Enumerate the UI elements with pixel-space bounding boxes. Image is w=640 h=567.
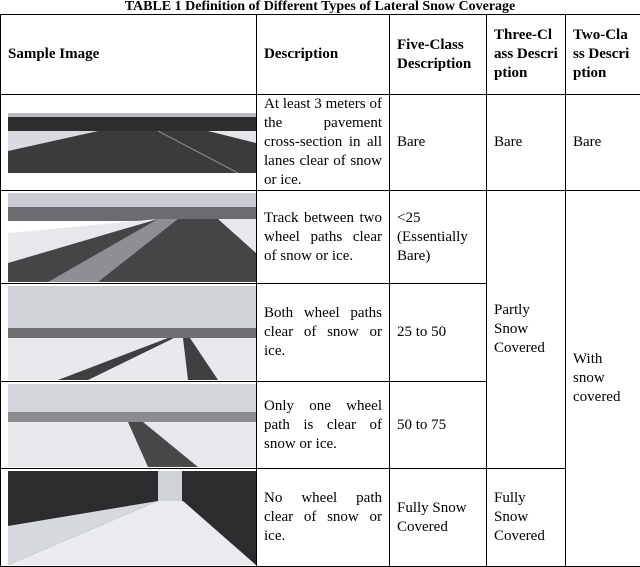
row-description: At least 3 meters of the pavement cross-section in all lanes clear of snow or ice. (257, 95, 390, 191)
row-description: No wheel path clear of snow or ice. (257, 469, 390, 567)
header-description: Description (257, 15, 390, 95)
table-row (1, 95, 640, 191)
row-three-class: Fully Snow Covered (487, 469, 566, 567)
row-five-class: 50 to 75 (390, 382, 487, 469)
row-five-class: <25 (Essentially Bare) (390, 191, 487, 284)
row-description: Only one wheel path is clear of snow or ice. (257, 382, 390, 469)
row-five-class: Bare (390, 95, 487, 191)
road-photo-bare (8, 113, 256, 173)
table-row (1, 191, 640, 284)
treeline (8, 328, 256, 338)
header-row (1, 15, 640, 95)
sample-image-cell (1, 191, 257, 284)
row-description: Both wheel paths clear of snow or ice. (257, 284, 390, 382)
sky-gap (158, 471, 182, 501)
sample-image-cell (1, 382, 257, 469)
road-photo-essentially-bare (8, 193, 256, 282)
road-photo-one-wheel-path (8, 384, 256, 467)
table-row (1, 469, 640, 567)
road-photo-fully-covered (8, 471, 256, 565)
snowfield (8, 338, 256, 380)
row-three-class: Partly Snow Covered (487, 191, 566, 469)
row-two-class: Bare (566, 95, 640, 191)
row-two-class: With snow covered (566, 191, 640, 567)
treeline (8, 207, 256, 221)
header-two-class: Two-Class Description (566, 15, 640, 95)
header-five-class: Five-Class Description (390, 15, 487, 95)
table-caption: TABLE 1 Definition of Different Types of Lateral Snow Coverage (0, 0, 640, 14)
road-photo-both-wheel-paths (8, 286, 256, 380)
sample-image-cell (1, 95, 257, 191)
header-three-class: Three-Class Description (487, 15, 566, 95)
sample-image-cell (1, 469, 257, 567)
row-five-class: Fully Snow Covered (390, 469, 487, 567)
row-five-class: 25 to 50 (390, 284, 487, 382)
treeline (8, 117, 256, 131)
row-three-class: Bare (487, 95, 566, 191)
treeline (8, 412, 256, 422)
sample-image-cell (1, 284, 257, 382)
row-description: Track between two wheel paths clear of snow or ice. (257, 191, 390, 284)
header-sample-image: Sample Image (1, 15, 257, 95)
snow-coverage-table (0, 14, 640, 567)
